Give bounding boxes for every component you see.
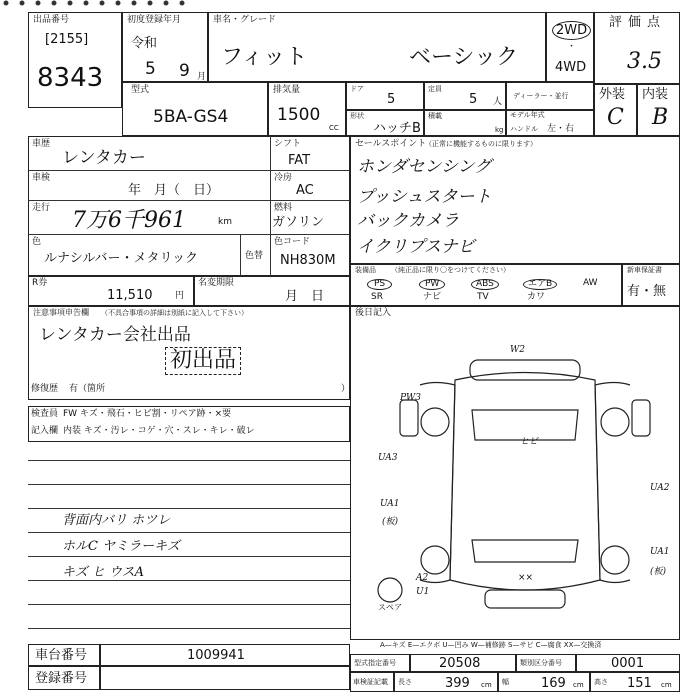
score-label: 評価点 [609, 15, 667, 30]
shape-box [346, 110, 424, 136]
yen: 円 [175, 291, 185, 301]
after-label: 後日記入 [355, 308, 392, 318]
ac-label: 冷房 [274, 173, 293, 183]
top-dots [0, 0, 700, 8]
model: 5BA-GS4 [153, 107, 229, 127]
capacity-label: 定員 [428, 85, 442, 93]
tax-value: 11,510 [107, 288, 153, 303]
notes-label: 注意事項申告欄 [33, 308, 89, 317]
chassis-label: 車台番号 [35, 648, 88, 663]
length-label: 長さ [398, 678, 412, 686]
doors: 5 [387, 92, 396, 107]
equip-code: AW [583, 278, 598, 288]
mark-ua3: UA3 [378, 453, 398, 463]
int-label: 内装 [642, 87, 669, 102]
cert-label: 車検証記載 [353, 678, 388, 686]
displacement-box [268, 82, 346, 136]
dealer-box [506, 82, 594, 110]
ext-grade: C [607, 105, 624, 130]
inspector-box [28, 406, 350, 442]
ruled-line [28, 604, 350, 605]
chassis-box [100, 644, 350, 666]
lot-number: 8343 [37, 63, 104, 93]
dealer-label: ディーラー・並行 [513, 92, 569, 100]
ruled-line [28, 484, 350, 485]
name-change-box [194, 276, 350, 306]
ruled-line [28, 580, 350, 581]
ext-label: 外装 [599, 87, 626, 102]
width-unit: cm [573, 681, 584, 689]
warranty-label: 新車保証書 [627, 266, 662, 274]
width-box [498, 672, 590, 692]
inspector-row1: FW キズ・飛石・ヒビ割・リペア跡・×要 [63, 409, 232, 419]
notes-box [28, 306, 350, 400]
inspector-label2: 記入欄 [31, 426, 59, 436]
reg-no-box [100, 666, 350, 690]
door-label: ドア [350, 85, 364, 93]
load-box [424, 110, 506, 136]
equip-name: SR [371, 292, 383, 302]
displacement: 1500 [277, 105, 321, 125]
height-unit: cm [661, 681, 672, 689]
length-box [394, 672, 498, 692]
car-diagram [360, 340, 670, 630]
chassis: 1009941 [187, 648, 245, 663]
sales-item: プッシュスタート [357, 187, 492, 207]
model-box [122, 82, 268, 136]
class-label: 類別区分番号 [520, 659, 562, 667]
class-label-box [516, 654, 576, 672]
ruled-line [28, 460, 350, 461]
tax-box [28, 276, 194, 306]
mark-pw3: PW3 [400, 393, 422, 403]
ruled-line [28, 628, 350, 629]
mark-ua1b: UA1 [650, 547, 670, 557]
model-year-label: モデル年式 [510, 111, 545, 119]
drive-4wd: 4WD [555, 60, 587, 75]
mark-ua1: UA1 [380, 499, 400, 509]
handle-box [506, 110, 594, 136]
class: 0001 [611, 656, 645, 671]
lot-label: 出品番号 [33, 15, 70, 25]
spare-label: スペア [378, 603, 402, 612]
mark-w2: W2 [510, 345, 525, 355]
ruled-line [28, 508, 350, 509]
chassis-label-box [28, 644, 100, 666]
height-label: 高さ [594, 678, 608, 686]
equip-name: ナビ [423, 292, 442, 302]
name-grade-box [208, 12, 546, 82]
type-spec-label: 型式指定番号 [354, 659, 396, 667]
cert-label-box [350, 672, 394, 692]
type-spec-box [410, 654, 516, 672]
score: 3.5 [627, 49, 662, 74]
mark-crack: ヒビ [520, 437, 539, 447]
kg: kg [495, 126, 504, 134]
divider [240, 234, 241, 276]
legend: A—キズ E—エクボ U—凹み W—補修跡 S—サビ C—腐食 XX—交換済 [380, 641, 602, 649]
inspection-label: 車検 [32, 173, 51, 183]
mark-xx: ×× [518, 573, 534, 583]
month: 9 [179, 61, 190, 81]
score-box [594, 12, 680, 84]
mileage-label: 走行 [32, 203, 51, 213]
km: km [218, 217, 232, 227]
notes-text: レンタカー会社出品 [39, 325, 191, 345]
memo-line: キズ ヒ ウスA [62, 565, 145, 580]
ext-box [594, 84, 637, 136]
month-unit: 月 [197, 72, 207, 82]
notes-sub: （不具合事項の詳細は別紙に記入して下さい） [101, 309, 248, 317]
warranty-value: 有・無 [627, 284, 667, 299]
lot-box [28, 12, 122, 108]
lot-sub: [2155] [45, 32, 89, 47]
height: 151 [627, 676, 652, 691]
door-box [346, 82, 424, 110]
mileage: 7万6千961 [72, 208, 186, 233]
fuel-label: 燃料 [274, 203, 293, 213]
name-grade-label: 車名・グレード [213, 15, 277, 25]
color-code: NH830M [280, 253, 336, 268]
equipment-box [350, 264, 622, 306]
name-change-value: 月 日 [285, 289, 325, 304]
name-change-label: 名変期限 [198, 278, 235, 288]
divider [28, 170, 350, 171]
type-spec-label-box [350, 654, 410, 672]
model-label: 型式 [131, 85, 150, 95]
sales-item: ホンダセンシング [357, 157, 492, 177]
shift-label: シフト [274, 139, 302, 149]
sales-note: （正常に機能するものに限ります） [425, 140, 537, 148]
reg-no-label-box [28, 666, 100, 690]
people-unit: 人 [493, 97, 503, 107]
sales-point-box [350, 136, 680, 264]
height-box [590, 672, 680, 692]
warranty-box [622, 264, 680, 306]
notes-stamp: 初出品 [165, 347, 241, 375]
divider [28, 200, 350, 201]
drive-dot: ・ [567, 42, 577, 52]
ruled-line [28, 556, 350, 557]
int-box [637, 84, 680, 136]
ac: AC [296, 183, 314, 198]
grade: ベーシック [409, 45, 519, 70]
length-unit: cm [481, 681, 492, 689]
capacity-box [424, 82, 506, 110]
first-reg-label: 初度登録年月 [127, 15, 182, 25]
reg-no-label: 登録番号 [35, 671, 88, 686]
ruled-line [28, 532, 350, 533]
repair-close: ） [341, 384, 351, 394]
equipment-note: （純正品に限り〇をつけてください） [391, 266, 510, 274]
repair-label: 修復歴 [31, 384, 59, 394]
equipment-title: 装備品 [355, 266, 376, 274]
shape-label: 形状 [350, 112, 364, 120]
inspector-row2: 内装 キズ・汚レ・コゲ・穴・スレ・キレ・破レ [63, 426, 255, 436]
shape: ハッチB [373, 121, 421, 136]
color-label: 色 [32, 237, 42, 247]
shift: FAT [288, 153, 311, 168]
equip-name: カワ [527, 292, 546, 302]
color: ルナシルバー・メタリック [44, 251, 198, 266]
inspector-label1: 検査員 [31, 409, 59, 419]
mark-board: (板) [382, 517, 399, 527]
mark-board-b: (板) [650, 567, 667, 577]
cc: CC [329, 124, 339, 132]
repair-value: 有（箇所 [69, 384, 106, 394]
displacement-label: 排気量 [273, 85, 301, 95]
capacity: 5 [469, 92, 478, 107]
color-change-label: 色替 [245, 251, 264, 261]
sales-title: セールスポイント [355, 139, 427, 149]
mark-ua2: UA2 [650, 483, 670, 493]
era: 令和 [131, 36, 158, 51]
length: 399 [445, 676, 470, 691]
equip-code: PS [367, 279, 392, 290]
equip-name: TV [477, 292, 489, 302]
width-label: 幅 [502, 678, 509, 686]
load-label: 積載 [428, 112, 442, 120]
int-grade: B [652, 105, 669, 130]
handle: 左・右 [547, 124, 575, 134]
first-reg-box [122, 12, 208, 82]
reg-label: 車歴 [32, 139, 51, 149]
car-name: フィット [221, 45, 308, 70]
divider [28, 234, 350, 235]
fuel: ガソリン [272, 215, 325, 230]
equip-code: エアB [523, 279, 557, 290]
tax-label: R券 [32, 278, 48, 288]
color-code-label: 色コード [274, 237, 311, 247]
drive-box [546, 12, 594, 82]
memo-line: 背面内バリ ホツレ [62, 513, 171, 528]
reg-value: レンタカー [62, 148, 146, 168]
mark-a2: A2 [416, 573, 429, 583]
equip-code: ABS [471, 279, 499, 290]
handle-label: ハンドル [510, 125, 538, 133]
inspection-value: 年 月（ 日） [128, 183, 220, 198]
sales-item: イクリプスナビ [357, 237, 475, 257]
type-spec: 20508 [439, 656, 481, 671]
class-box [576, 654, 680, 672]
width: 169 [541, 676, 566, 691]
drive-2wd: 2WD [552, 21, 591, 40]
mark-u1: U1 [416, 587, 430, 597]
memo-line: ホルC ヤミラーキズ [62, 539, 180, 554]
divider [270, 136, 271, 276]
sales-item: バックカメラ [357, 211, 459, 231]
year: 5 [145, 59, 156, 79]
equip-code: PW [419, 279, 445, 290]
